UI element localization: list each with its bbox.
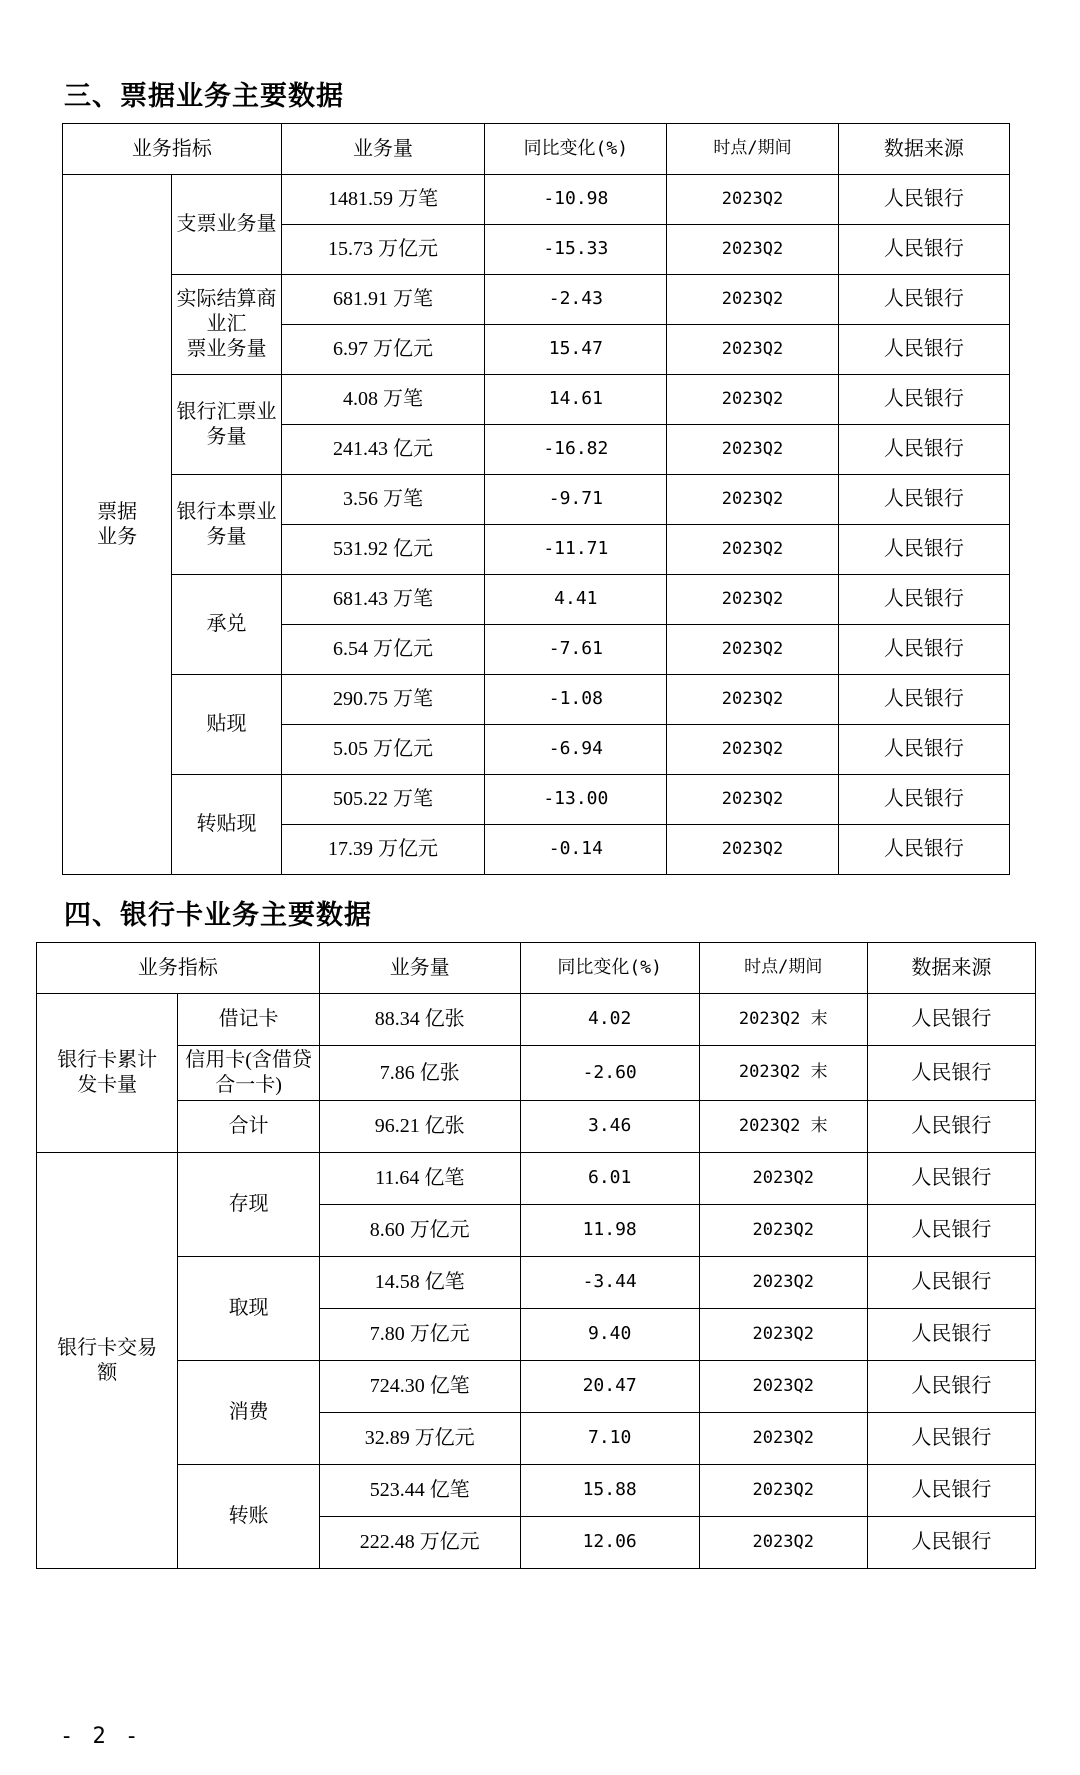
- cell-period: 2023Q2: [699, 1361, 867, 1413]
- table-row: [63, 175, 1010, 225]
- item-label: 转贴现: [172, 775, 281, 875]
- item-label: 消费: [178, 1361, 319, 1465]
- cell-source: 人民银行: [867, 1046, 1035, 1101]
- table-row: [37, 1153, 1036, 1205]
- cell-source: 人民银行: [838, 475, 1009, 525]
- bills-data-table: [62, 123, 1010, 875]
- cell-change: 20.47: [520, 1361, 699, 1413]
- cell-source: 人民银行: [838, 325, 1009, 375]
- cell-source: 人民银行: [867, 1205, 1035, 1257]
- cell-change: -9.71: [485, 475, 667, 525]
- cell-volume: 96.21 亿张: [319, 1101, 520, 1153]
- item-label: 承兑: [172, 575, 281, 675]
- cell-volume: 6.97 万亿元: [281, 325, 485, 375]
- cell-volume: 531.92 亿元: [281, 525, 485, 575]
- cell-volume: 11.64 亿笔: [319, 1153, 520, 1205]
- cell-volume: 3.56 万笔: [281, 475, 485, 525]
- cell-volume: 88.34 亿张: [319, 994, 520, 1046]
- cell-period: 2023Q2 末: [699, 994, 867, 1046]
- cell-period: 2023Q2: [667, 175, 838, 225]
- header-volume: 业务量: [281, 124, 485, 175]
- item-label: 借记卡: [178, 994, 319, 1046]
- cell-source: 人民银行: [838, 175, 1009, 225]
- cell-period: 2023Q2: [667, 775, 838, 825]
- cell-change: 12.06: [520, 1517, 699, 1569]
- cell-source: 人民银行: [838, 775, 1009, 825]
- cell-change: 11.98: [520, 1205, 699, 1257]
- cell-volume: 681.43 万笔: [281, 575, 485, 625]
- cell-period: 2023Q2: [667, 375, 838, 425]
- header-yoy-change: 同比变化(%): [520, 943, 699, 994]
- cell-period: 2023Q2: [699, 1205, 867, 1257]
- cell-volume: 681.91 万笔: [281, 275, 485, 325]
- header-volume: 业务量: [319, 943, 520, 994]
- table-row: [63, 475, 1010, 525]
- table-row: [37, 1257, 1036, 1309]
- cell-volume: 523.44 亿笔: [319, 1465, 520, 1517]
- cell-source: 人民银行: [867, 1361, 1035, 1413]
- cell-change: -13.00: [485, 775, 667, 825]
- cell-change: 9.40: [520, 1309, 699, 1361]
- cell-change: -7.61: [485, 625, 667, 675]
- table-header-row: [63, 124, 1010, 175]
- table-row: [37, 1101, 1036, 1153]
- header-indicator: 业务指标: [37, 943, 320, 994]
- cell-period: 2023Q2: [667, 675, 838, 725]
- cell-change: 14.61: [485, 375, 667, 425]
- item-label: 信用卡(含借贷合一卡): [178, 1046, 319, 1101]
- cell-change: 6.01: [520, 1153, 699, 1205]
- cell-source: 人民银行: [867, 994, 1035, 1046]
- cell-change: -3.44: [520, 1257, 699, 1309]
- cell-volume: 6.54 万亿元: [281, 625, 485, 675]
- category-label-bills: 票据 业务: [63, 175, 172, 875]
- page-number: - 2 -: [60, 1724, 142, 1749]
- cell-source: 人民银行: [838, 275, 1009, 325]
- table-row: [63, 675, 1010, 725]
- item-label: 转账: [178, 1465, 319, 1569]
- header-indicator: 业务指标: [63, 124, 282, 175]
- cell-volume: 290.75 万笔: [281, 675, 485, 725]
- cell-period: 2023Q2: [667, 525, 838, 575]
- cell-change: 3.46: [520, 1101, 699, 1153]
- header-yoy-change: 同比变化(%): [485, 124, 667, 175]
- cell-source: 人民银行: [838, 525, 1009, 575]
- table-row: [37, 1465, 1036, 1517]
- cell-period: 2023Q2: [699, 1465, 867, 1517]
- item-label: 实际结算商业汇 票业务量: [172, 275, 281, 375]
- cell-period: 2023Q2: [667, 725, 838, 775]
- item-label: 支票业务量: [172, 175, 281, 275]
- cell-volume: 32.89 万亿元: [319, 1413, 520, 1465]
- cell-period: 2023Q2: [699, 1153, 867, 1205]
- cell-volume: 7.86 亿张: [319, 1046, 520, 1101]
- cell-source: 人民银行: [867, 1257, 1035, 1309]
- cell-change: 15.47: [485, 325, 667, 375]
- table-row: [63, 375, 1010, 425]
- cell-volume: 14.58 亿笔: [319, 1257, 520, 1309]
- cell-change: -2.43: [485, 275, 667, 325]
- cell-period: 2023Q2: [667, 275, 838, 325]
- table-row: [37, 1046, 1036, 1101]
- cell-period: 2023Q2 末: [699, 1101, 867, 1153]
- cell-change: -0.14: [485, 825, 667, 875]
- item-label: 存现: [178, 1153, 319, 1257]
- cell-source: 人民银行: [838, 225, 1009, 275]
- cell-change: -2.60: [520, 1046, 699, 1101]
- cell-period: 2023Q2: [699, 1413, 867, 1465]
- cell-change: -11.71: [485, 525, 667, 575]
- cell-source: 人民银行: [838, 625, 1009, 675]
- section-title-bills: 三、票据业务主要数据: [64, 81, 344, 112]
- cell-change: -1.08: [485, 675, 667, 725]
- cell-period: 2023Q2 末: [699, 1046, 867, 1101]
- item-label: 贴现: [172, 675, 281, 775]
- cell-source: 人民银行: [838, 375, 1009, 425]
- cell-change: 15.88: [520, 1465, 699, 1517]
- cell-source: 人民银行: [838, 725, 1009, 775]
- cell-period: 2023Q2: [667, 625, 838, 675]
- cell-volume: 4.08 万笔: [281, 375, 485, 425]
- cell-period: 2023Q2: [667, 325, 838, 375]
- bankcard-data-table: [36, 942, 1036, 1569]
- cell-period: 2023Q2: [667, 225, 838, 275]
- cell-volume: 241.43 亿元: [281, 425, 485, 475]
- cell-source: 人民银行: [838, 425, 1009, 475]
- item-label: 合计: [178, 1101, 319, 1153]
- header-source: 数据来源: [838, 124, 1009, 175]
- cell-source: 人民银行: [867, 1517, 1035, 1569]
- cell-period: 2023Q2: [667, 825, 838, 875]
- cell-source: 人民银行: [838, 825, 1009, 875]
- cell-volume: 8.60 万亿元: [319, 1205, 520, 1257]
- header-period: 时点/期间: [699, 943, 867, 994]
- table-row: [63, 275, 1010, 325]
- category-label-card-transactions: 银行卡交易 额: [37, 1153, 178, 1569]
- cell-source: 人民银行: [867, 1465, 1035, 1517]
- category-label-card-issuance: 银行卡累计 发卡量: [37, 994, 178, 1153]
- table-row: [37, 1361, 1036, 1413]
- cell-source: 人民银行: [838, 575, 1009, 625]
- cell-source: 人民银行: [867, 1413, 1035, 1465]
- cell-volume: 15.73 万亿元: [281, 225, 485, 275]
- cell-volume: 17.39 万亿元: [281, 825, 485, 875]
- cell-volume: 1481.59 万笔: [281, 175, 485, 225]
- cell-change: -10.98: [485, 175, 667, 225]
- cell-volume: 505.22 万笔: [281, 775, 485, 825]
- cell-volume: 5.05 万亿元: [281, 725, 485, 775]
- item-label: 银行汇票业务量: [172, 375, 281, 475]
- table-header-row: [37, 943, 1036, 994]
- cell-change: 4.02: [520, 994, 699, 1046]
- section-title-bankcards: 四、银行卡业务主要数据: [64, 900, 372, 931]
- cell-period: 2023Q2: [699, 1257, 867, 1309]
- table-row: [37, 994, 1036, 1046]
- cell-period: 2023Q2: [699, 1517, 867, 1569]
- cell-period: 2023Q2: [699, 1309, 867, 1361]
- table-row: [63, 575, 1010, 625]
- header-period: 时点/期间: [667, 124, 838, 175]
- cell-source: 人民银行: [867, 1153, 1035, 1205]
- cell-source: 人民银行: [867, 1309, 1035, 1361]
- cell-period: 2023Q2: [667, 425, 838, 475]
- cell-source: 人民银行: [867, 1101, 1035, 1153]
- cell-period: 2023Q2: [667, 475, 838, 525]
- item-label: 银行本票业务量: [172, 475, 281, 575]
- cell-change: 4.41: [485, 575, 667, 625]
- cell-change: -16.82: [485, 425, 667, 475]
- cell-volume: 222.48 万亿元: [319, 1517, 520, 1569]
- cell-period: 2023Q2: [667, 575, 838, 625]
- cell-change: -6.94: [485, 725, 667, 775]
- cell-change: 7.10: [520, 1413, 699, 1465]
- cell-volume: 724.30 亿笔: [319, 1361, 520, 1413]
- cell-change: -15.33: [485, 225, 667, 275]
- item-label: 取现: [178, 1257, 319, 1361]
- table-row: [63, 775, 1010, 825]
- cell-source: 人民银行: [838, 675, 1009, 725]
- cell-volume: 7.80 万亿元: [319, 1309, 520, 1361]
- header-source: 数据来源: [867, 943, 1035, 994]
